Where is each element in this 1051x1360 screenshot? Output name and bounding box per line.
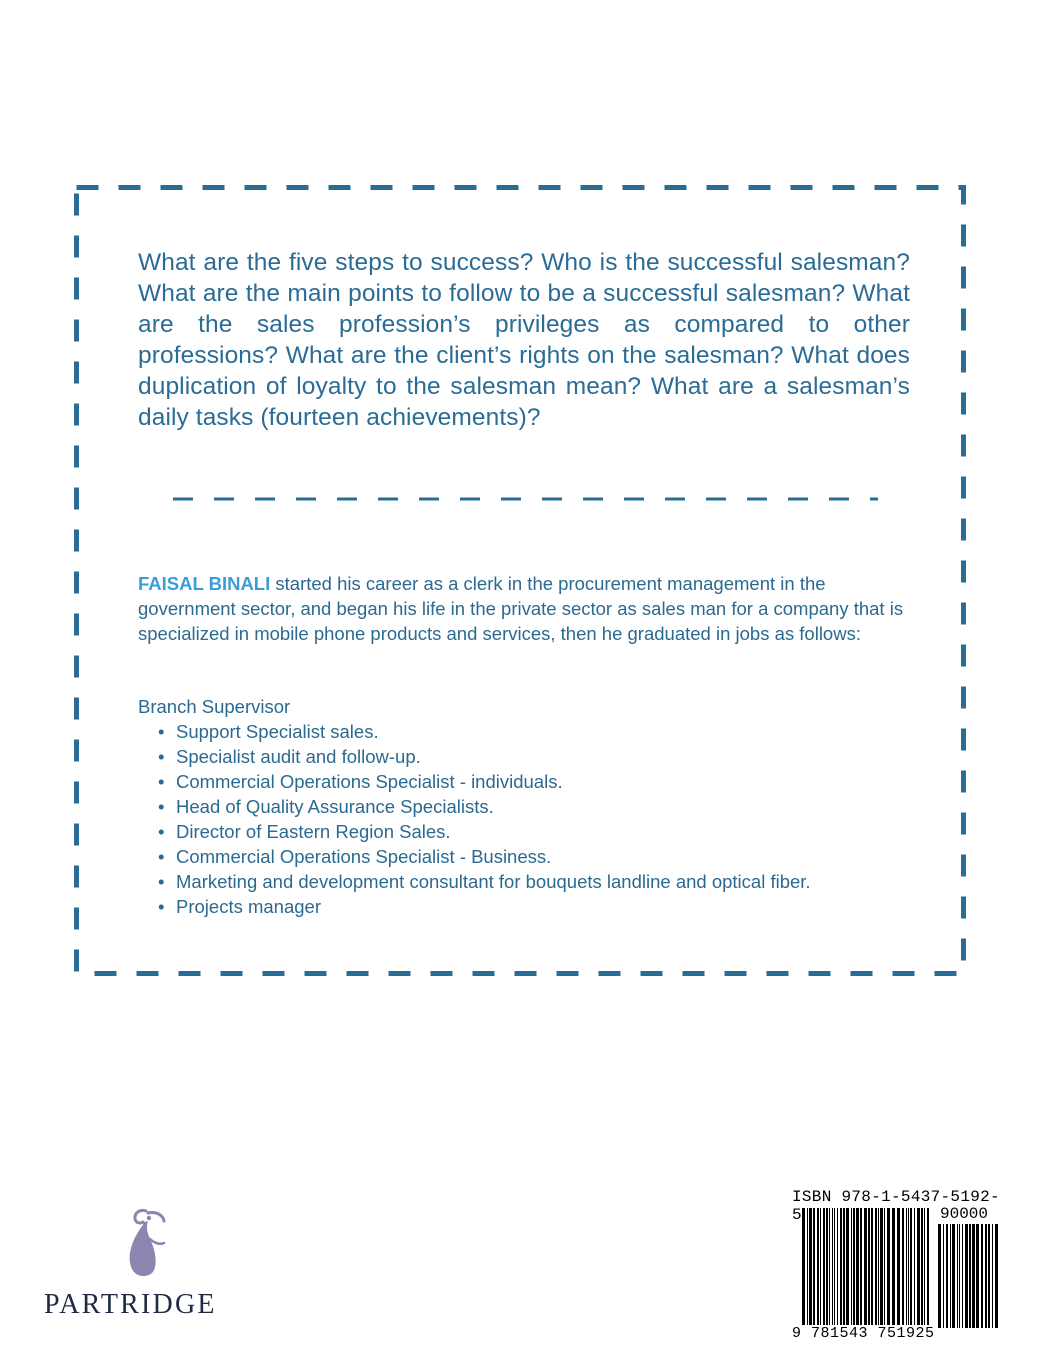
price-code: 90000: [940, 1205, 989, 1223]
barcode-bar: [910, 1208, 912, 1328]
publisher-name: PARTRIDGE: [44, 1289, 217, 1320]
barcode-bar: [851, 1208, 852, 1328]
barcode-bar: [962, 1224, 963, 1328]
section-divider: [173, 497, 878, 501]
list-item: • Support Specialist sales.: [158, 719, 811, 744]
barcode-bar: [809, 1208, 812, 1328]
barcode-bar: [880, 1208, 883, 1328]
barcode-bar: [946, 1224, 948, 1328]
barcode-bar: [965, 1224, 968, 1328]
list-item: • Commercial Operations Specialist - Business.: [158, 844, 811, 869]
isbn-barcode: [788, 1188, 1008, 1348]
barcode-bar: [829, 1208, 830, 1328]
barcode-bar: [924, 1208, 925, 1328]
barcode-bar: [921, 1208, 923, 1328]
barcode-bar: [834, 1208, 835, 1328]
barcode-bar: [943, 1224, 944, 1328]
isbn-label: ISBN 978-1-5437-5192-5: [792, 1188, 1000, 1224]
barcode-bar: [832, 1208, 833, 1328]
list-item: • Commercial Operations Specialist - individuals.: [158, 769, 811, 794]
barcode-bar: [976, 1224, 979, 1328]
first-role: Branch Supervisor: [138, 696, 291, 717]
barcode-bar: [938, 1224, 941, 1328]
list-item: • Specialist audit and follow-up.: [158, 744, 811, 769]
barcode-bar: [959, 1224, 960, 1328]
author-bio-text: started his career as a clerk in the procurement management in the government sector, and began his life in the private sector as sales man for a company that is specialized in mobile phone products and services, then he graduated in jobs as follows:: [138, 573, 904, 644]
barcode-bar: [823, 1208, 825, 1328]
barcode-bar: [853, 1208, 855, 1328]
barcode-bar: [820, 1208, 821, 1328]
barcode-bar: [992, 1224, 993, 1328]
barcode-bar: [875, 1208, 877, 1328]
barcode-bar: [892, 1208, 895, 1328]
author-name: FAISAL BINALI: [138, 573, 271, 594]
publisher-logo: [44, 1205, 244, 1325]
barcode-bars: [802, 1208, 930, 1328]
barcode-bar: [972, 1224, 975, 1328]
barcode-bar: [817, 1208, 819, 1328]
barcode-bar: [985, 1224, 987, 1328]
author-bio: [138, 571, 910, 646]
list-item: • Director of Eastern Region Sales.: [158, 819, 811, 844]
barcode-bar: [860, 1208, 862, 1328]
list-item: • Head of Quality Assurance Specialists.: [158, 794, 811, 819]
barcode-bar: [887, 1208, 890, 1328]
barcode-bar: [902, 1208, 904, 1328]
barcode-bar: [802, 1208, 805, 1328]
barcode-bar: [917, 1208, 920, 1328]
barcode-bar: [950, 1224, 951, 1328]
partridge-bird-icon: [116, 1205, 168, 1281]
barcode-bar: [995, 1224, 998, 1328]
barcode-bar: [840, 1208, 842, 1328]
barcode-bar: [843, 1208, 845, 1328]
barcode-bar: [927, 1208, 929, 1328]
list-item: • Marketing and development consultant for bouquets landline and optical fiber.: [158, 869, 811, 894]
barcode-bar: [868, 1208, 870, 1328]
barcode-bar: [952, 1224, 955, 1328]
barcode-bar: [856, 1208, 859, 1328]
barcode-bar: [826, 1208, 828, 1328]
barcode-bar: [957, 1224, 958, 1328]
barcode-bar: [897, 1208, 900, 1328]
barcode-bar: [807, 1208, 808, 1328]
barcode-bar: [906, 1208, 907, 1328]
barcode-number: 9 781543 751925: [792, 1325, 935, 1342]
list-item: • Projects manager: [158, 894, 811, 919]
roles-list: [158, 719, 811, 919]
barcode-bar: [878, 1208, 879, 1328]
barcode-bar: [846, 1208, 849, 1328]
blurb-questions: What are the five steps to success? Who is the successful salesman? What are the main points to follow to be a successful salesman? What are the sales profession’s privileges as compared to other professions? What are the client’s rights on the salesman? What does duplication of loyalty to the salesman mean? What are a salesman’s daily tasks (fourteen achievements)?: [138, 249, 910, 431]
barcode-bar: [981, 1224, 983, 1328]
barcode-bar: [969, 1224, 971, 1328]
barcode-bar: [837, 1208, 838, 1328]
barcode-bar: [914, 1208, 915, 1328]
barcode-addon-bars: [938, 1224, 1000, 1328]
barcode-bar: [884, 1208, 885, 1328]
barcode-bar: [988, 1224, 990, 1328]
barcode-bar: [871, 1208, 873, 1328]
barcode-bar: [813, 1208, 815, 1328]
barcode-bar: [864, 1208, 867, 1328]
barcode-bar: [908, 1208, 909, 1328]
